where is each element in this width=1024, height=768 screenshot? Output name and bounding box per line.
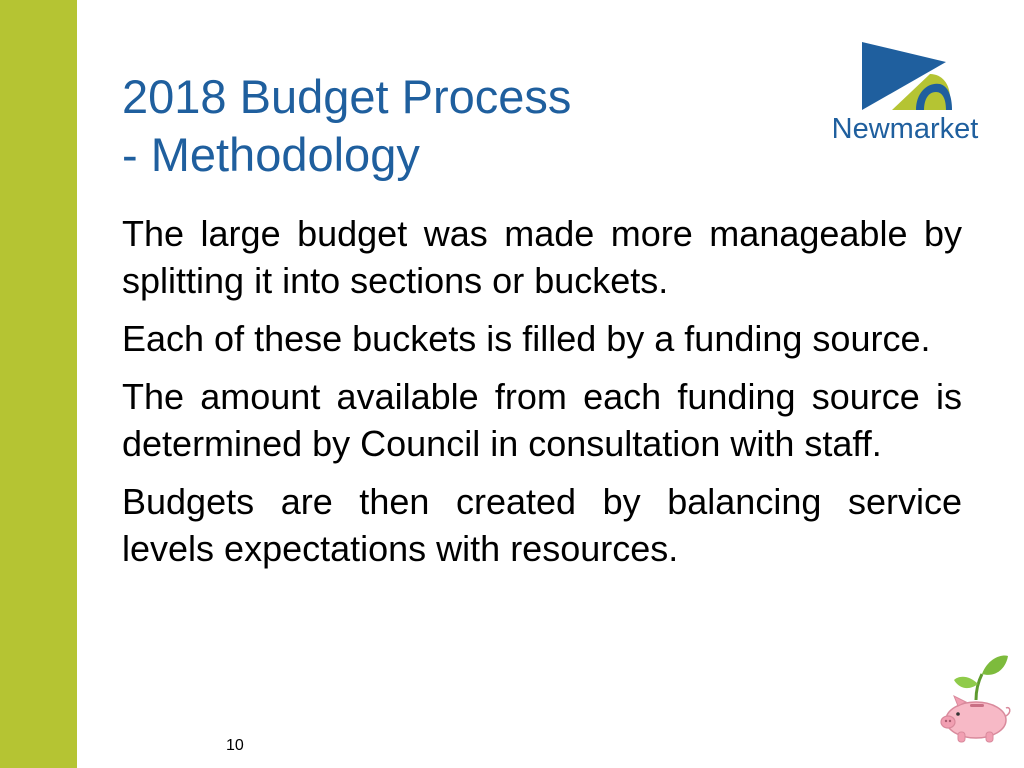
newmarket-logo <box>824 40 986 148</box>
body-paragraph: Budgets are then created by balancing service levels expectations with resources. <box>122 481 962 569</box>
slide-title-line-2: - Methodology <box>122 128 420 181</box>
body-paragraph: The amount available from each funding source is determined by Council in consultation with staff. <box>122 376 962 464</box>
newmarket-logo-text: Newmarket <box>831 113 979 145</box>
slide-title-line-1: 2018 Budget Process <box>122 70 572 123</box>
newmarket-logo-icon <box>858 40 952 112</box>
page-number: 10 <box>226 737 244 754</box>
piggy-bank-sprout-icon <box>936 650 1012 746</box>
slide-body <box>122 210 962 583</box>
left-accent-bar <box>0 0 77 768</box>
body-paragraph: Each of these buckets is filled by a funding source. <box>122 318 931 359</box>
body-paragraph: The large budget was made more manageable by splitting it into sections or buckets. <box>122 213 962 301</box>
slide-title <box>122 68 742 184</box>
